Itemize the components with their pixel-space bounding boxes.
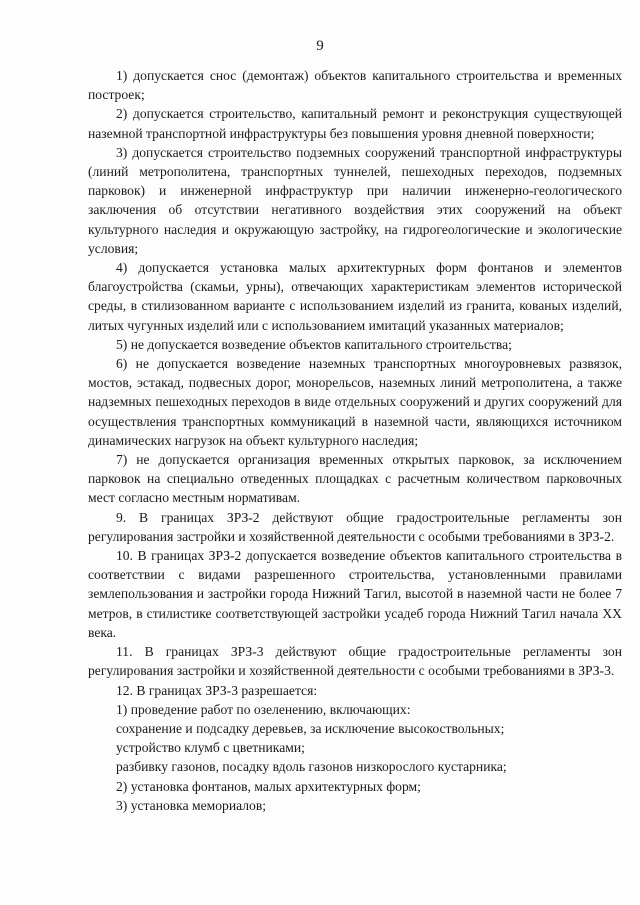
paragraph: 11. В границах ЗРЗ-3 действуют общие градостроительные регламенты зон регулирования застройки и хозяйственной деятельности с особыми требованиями в ЗРЗ-3. — [88, 644, 622, 679]
document-body — [88, 66, 622, 815]
paragraph: 10. В границах ЗРЗ-2 допускается возведение объектов капитального строительства в соответствии с видами разрешенного строительства, установленными правилами землепользования и застройки города Нижний Тагил, высотой в наземной части не более 7 метров, в стилистике соответствующей застройки усадеб города Нижний Тагил начала XX века. — [88, 548, 622, 640]
page-number: 9 — [316, 38, 324, 54]
paragraph: 6) не допускается возведение наземных транспортных многоуровневых развязок, мостов, эстакад, подвесных дорог, монорельсов, наземных линий метрополитена, а также надземных пешеходных переходов в виде отдельных сооружений и других сооружений для осуществления транспортных коммуникаций в наземной части, являющихся источником динамических нагрузок на объект культурного наследия; — [88, 356, 622, 448]
paragraph: 7) не допускается организация временных открытых парковок, за исключением парковок на специально отведенных площадках с расчетным количеством парковочных мест согласно местным нормативам. — [88, 452, 622, 506]
paragraph: 3) установка мемориалов; — [116, 797, 267, 813]
paragraph: 5) не допускается возведение объектов капитального строительства; — [116, 336, 512, 352]
paragraph: разбивку газонов, посадку вдоль газонов низкорослого кустарника; — [116, 759, 507, 775]
paragraph: 3) допускается строительство подземных сооружений транспортной инфраструктуры (линий метрополитена, транспортных туннелей, пешеходных переходов, подземных парковок) и инженерной инфраструктур при наличии инженерно-геологического заключения об отсутствии негативного воздействия этих сооружений на объект культурного наследия и окружающую застройку, на гидрогеологические и экологические условия; — [88, 144, 622, 256]
paragraph: 4) допускается установка малых архитектурных форм фонтанов и элементов благоустройства (скамьи, урны), отвечающих характеристикам элементов исторической среды, в стилизованном варианте с использованием изделий из гранита, кованых изделий, литых чугунных изделий или с использованием имитаций указанных материалов; — [88, 260, 622, 333]
paragraph: 1) проведение работ по озеленению, включающих: — [116, 701, 411, 717]
paragraph: 1) допускается снос (демонтаж) объектов капитального строительства и временных построек; — [88, 68, 622, 103]
paragraph: 2) установка фонтанов, малых архитектурных форм; — [116, 778, 421, 794]
paragraph: устройство клумб с цветниками; — [116, 740, 305, 756]
paragraph: 9. В границах ЗРЗ-2 действуют общие градостроительные регламенты зон регулирования застройки и хозяйственной деятельности с особыми требованиями в ЗРЗ-2. — [88, 509, 622, 544]
paragraph: 12. В границах ЗРЗ-3 разрешается: — [116, 682, 318, 698]
paragraph: 2) допускается строительство, капитальный ремонт и реконструкция существующей наземной транспортной инфраструктуры без повышения уровня дневной поверхности; — [88, 106, 622, 141]
paragraph: сохранение и подсадку деревьев, за исключение высокоствольных; — [116, 720, 505, 736]
